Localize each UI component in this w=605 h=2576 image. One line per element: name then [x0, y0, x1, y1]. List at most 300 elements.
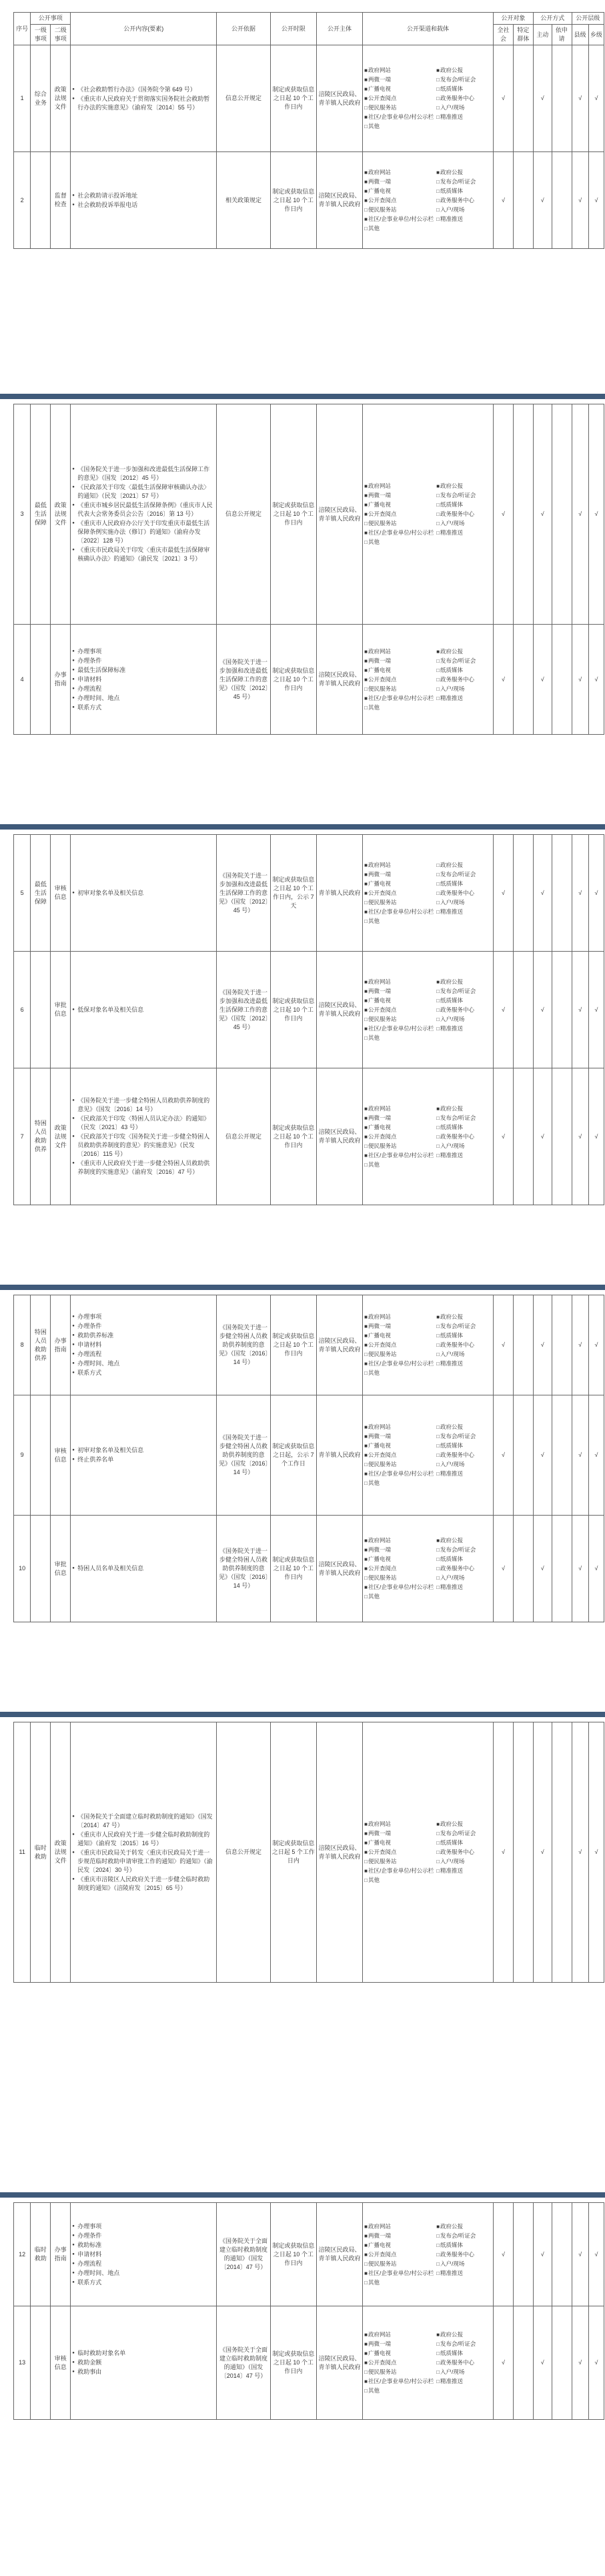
- channel-checked: ■ 公开查阅点: [364, 675, 434, 684]
- channel-checked: ■ 公开查阅点: [364, 1451, 434, 1460]
- content-list: [72, 647, 215, 712]
- channel-unchecked: □ 其他: [364, 224, 434, 233]
- channel-checklist: [364, 861, 492, 926]
- channel-checked: ■ 两微一端: [364, 870, 434, 879]
- channel-unchecked: □ 其他: [364, 1876, 434, 1885]
- channel-checked: ■ 社区/企事业单位/村公示栏: [364, 113, 434, 121]
- disclosure-basis: 相关政策规定: [217, 152, 271, 249]
- channel-unchecked: □ 其他: [364, 2386, 434, 2395]
- channel-unchecked: □ 政务服务中心: [436, 1848, 492, 1857]
- list-item: ● 临时救助对象名单: [72, 2349, 215, 2358]
- disclosure-channels: [363, 152, 494, 249]
- disclosure-channels: [363, 1295, 494, 1395]
- channel-checked: ■ 两微一端: [364, 1829, 434, 1838]
- channel-unchecked: □ 便民服务站: [364, 1350, 434, 1359]
- channel-checked: ■ 两微一端: [364, 987, 434, 996]
- channel-unchecked: □ 发布会/听证会: [436, 1546, 492, 1554]
- channel-checked: ■ 社区/企事业单位/村公示栏: [364, 1359, 434, 1368]
- level-county: √: [572, 952, 588, 1068]
- channel-checked: ■ 两微一端: [364, 657, 434, 665]
- channel-unchecked: □ 纸质媒体: [436, 996, 492, 1005]
- header-level: 公开层级: [572, 13, 604, 25]
- target-whole-society: √: [494, 1516, 514, 1622]
- disclosure-time: 制定或获取信息之日起 10 个工作日内: [270, 404, 316, 625]
- list-item: ● 救助事由: [72, 2368, 215, 2376]
- channel-unchecked: □ 精准推送: [436, 1583, 492, 1592]
- channel-unchecked: □ 政务服务中心: [436, 196, 492, 205]
- disclosure-basis: 信息公开规定: [217, 45, 271, 152]
- channel-checked: ■ 社区/企事业单位/村公示栏: [364, 694, 434, 703]
- header-active: 主动: [533, 25, 552, 45]
- row-number: 1: [14, 45, 31, 152]
- level-township: √: [588, 1295, 604, 1395]
- table-row: [14, 2203, 604, 2306]
- category-level1: 临时救助: [31, 2203, 51, 2306]
- channel-checked: ■ 两微一端: [364, 1546, 434, 1554]
- channel-checklist: [364, 978, 492, 1042]
- channel-unchecked: □ 精准推送: [436, 2269, 492, 2278]
- level-township: √: [588, 1722, 604, 1983]
- target-whole-society: √: [493, 45, 513, 152]
- channel-checklist: [364, 1536, 492, 1601]
- disclosure-basis: 《国务院关于进一步加强和改进最低生活保障工作的意见》（国发〔2012〕45 号）: [217, 835, 271, 952]
- channel-checked: ■ 政府网站: [364, 168, 434, 177]
- channel-unchecked: □ 发布会/听证会: [436, 870, 492, 879]
- list-item: ● 《国务院关于全面建立临时救助制度的通知》（国发〔2014〕47 号）: [72, 1813, 215, 1830]
- list-item: ● 《重庆市涪陵区人民政府关于进一步健全临时救助制度的通知》（涪陵府发〔2015〕65 号）: [72, 1875, 215, 1893]
- row-number: 7: [14, 1068, 31, 1205]
- disclosure-time: 制定或获取信息之日起，公示 7 个工作日: [270, 1395, 316, 1516]
- channel-unchecked: □ 政务服务中心: [436, 2250, 492, 2259]
- category-level1: 最低生活保障: [31, 835, 51, 952]
- channel-checked: ■ 公开查阅点: [364, 94, 434, 103]
- header-cat1: 一级事项: [31, 25, 51, 45]
- content-list: [72, 192, 215, 210]
- list-item: ● 办理事项: [72, 647, 215, 656]
- table-row: [14, 2306, 604, 2420]
- channel-unchecked: □ 纸质媒体: [436, 1839, 492, 1847]
- channel-unchecked: □ 纸质媒体: [436, 1331, 492, 1340]
- method-on-request: [552, 1395, 572, 1516]
- channel-checked: ■ 政府公报: [436, 1313, 492, 1321]
- header-on_request: 依申请: [552, 25, 572, 45]
- channel-unchecked: □ 便民服务站: [364, 898, 434, 907]
- category-level1: 最低生活保障: [31, 404, 51, 625]
- method-active: √: [533, 45, 552, 152]
- page-1: [13, 12, 604, 249]
- table-row: [14, 1295, 604, 1395]
- category-level2: 政策法规文件: [51, 1068, 71, 1205]
- channel-unchecked: □ 政府公报: [436, 1423, 492, 1431]
- channel-unchecked: □ 纸质媒体: [436, 880, 492, 888]
- disclosure-channels: [363, 1516, 494, 1622]
- channel-checked: ■ 广播电视: [364, 2349, 434, 2358]
- channel-unchecked: □ 政务服务中心: [436, 1006, 492, 1014]
- target-whole-society: √: [494, 1722, 514, 1983]
- channel-unchecked: □ 便民服务站: [364, 685, 434, 693]
- category-level2: 审核信息: [51, 2306, 71, 2420]
- channel-checked: ■ 政府网站: [364, 66, 434, 75]
- channel-unchecked: □ 发布会/听证会: [436, 2340, 492, 2348]
- header-channel: 公开渠道和载体: [363, 13, 494, 45]
- disclosure-subject: 涪陵区民政局、青羊镇人民政府: [316, 404, 362, 625]
- channel-checked: ■ 两微一端: [364, 75, 434, 84]
- channel-checked: ■ 政府公报: [436, 482, 492, 491]
- channel-unchecked: □ 便民服务站: [364, 206, 434, 214]
- category-level2: 审批信息: [51, 952, 71, 1068]
- category-level2: 办事指南: [51, 625, 71, 735]
- list-item: ● 办理条件: [72, 1322, 215, 1331]
- disclosure-content: [71, 1295, 217, 1395]
- target-specific-group: [513, 625, 533, 735]
- disclosure-table: [13, 2202, 604, 2420]
- header-whole_society: 全社会: [493, 25, 513, 45]
- method-active: √: [533, 1722, 552, 1983]
- method-on-request: [552, 835, 572, 952]
- level-township: √: [588, 1395, 604, 1516]
- target-whole-society: √: [494, 1395, 514, 1516]
- list-item: ● 《重庆市人民政府关于贯彻落实国务院社会救助暂行办法的实施意见》（渝府发〔2014〕55 号）: [72, 95, 215, 112]
- list-item: ● 初审对象名单及相关信息: [72, 889, 215, 898]
- method-active: √: [533, 1295, 552, 1395]
- channel-checked: ■ 两微一端: [364, 1322, 434, 1331]
- disclosure-content: [71, 1722, 217, 1983]
- row-number: 10: [14, 1516, 31, 1622]
- channel-unchecked: □ 便民服务站: [364, 1142, 434, 1151]
- list-item: ● 《重庆市人民政府关于进一步健全临时救助制度的通知》（渝府发〔2015〕16 号）: [72, 1831, 215, 1848]
- page-separator: [0, 2192, 605, 2198]
- channel-unchecked: □ 便民服务站: [364, 519, 434, 528]
- list-item: ● 办理事项: [72, 2222, 215, 2231]
- channel-unchecked: □ 其他: [364, 122, 434, 131]
- list-item: ● 低保对象名单及相关信息: [72, 1006, 215, 1014]
- disclosure-basis: 《国务院关于进一步健全特困人员救助供养制度的意见》（国发〔2016〕14 号）: [217, 1395, 271, 1516]
- method-on-request: [552, 45, 572, 152]
- channel-checked: ■ 两微一端: [364, 1432, 434, 1441]
- channel-unchecked: □ 入户/现场: [436, 2260, 492, 2268]
- header-seq: 序号: [14, 13, 31, 45]
- channel-unchecked: □ 纸质媒体: [436, 1555, 492, 1564]
- category-level1: [31, 625, 51, 735]
- level-county: √: [572, 2203, 588, 2306]
- target-specific-group: [513, 45, 533, 152]
- channel-checked: ■ 政府公报: [436, 1536, 492, 1545]
- disclosure-content: [71, 404, 217, 625]
- disclosure-content: [71, 2203, 217, 2306]
- channel-unchecked: □ 发布会/听证会: [436, 1114, 492, 1122]
- channel-checked: ■ 广播电视: [364, 2241, 434, 2250]
- channel-checked: ■ 广播电视: [364, 187, 434, 196]
- disclosure-time: 制定或获取信息之日起 10 个工作日内: [270, 2203, 316, 2306]
- disclosure-channels: [363, 1722, 494, 1983]
- channel-unchecked: □ 精准推送: [436, 1867, 492, 1875]
- list-item: ● 申请材料: [72, 2250, 215, 2259]
- list-item: ● 办理条件: [72, 657, 215, 665]
- list-item: ● 申请材料: [72, 1341, 215, 1349]
- disclosure-time: 制定或获取信息之日起 10 个工作日内: [270, 45, 316, 152]
- table-row: [14, 404, 604, 625]
- channel-unchecked: □ 入户/现场: [436, 1574, 492, 1582]
- content-list: [72, 1813, 215, 1893]
- channel-unchecked: □ 入户/现场: [436, 898, 492, 907]
- channel-checked: ■ 政府网站: [364, 2330, 434, 2339]
- channel-unchecked: □ 政务服务中心: [436, 2358, 492, 2367]
- channel-checked: ■ 政府公报: [436, 1104, 492, 1113]
- channel-unchecked: □ 入户/现场: [436, 1142, 492, 1151]
- disclosure-subject: 涪陵区民政局、青羊镇人民政府: [316, 1722, 362, 1983]
- level-township: √: [588, 2306, 604, 2420]
- list-item: ● 社会救助请示投诉地址: [72, 192, 215, 200]
- target-specific-group: [513, 1395, 533, 1516]
- channel-unchecked: □ 便民服务站: [364, 2260, 434, 2268]
- disclosure-time: 制定或获取信息之日起 10 个工作日内: [270, 1068, 316, 1205]
- table-row: [14, 1516, 604, 1622]
- disclosure-time: 制定或获取信息之日起 10 个工作日内: [270, 2306, 316, 2420]
- channel-checked: ■ 政府公报: [436, 66, 492, 75]
- category-level1: [31, 952, 51, 1068]
- channel-checked: ■ 社区/企事业单位/村公示栏: [364, 1470, 434, 1478]
- disclosure-time: 制定或获取信息之日起 10 个工作日内，公示 7 天: [270, 835, 316, 952]
- list-item: ● 《重庆市人民政府关于进一步健全特困人员救助供养制度的实施意见》（渝府发〔2016〕47 号）: [72, 1159, 215, 1177]
- target-specific-group: [513, 1516, 533, 1622]
- channel-unchecked: □ 精准推送: [436, 1470, 492, 1478]
- list-item: ● 联系方式: [72, 2278, 215, 2287]
- level-township: √: [588, 1516, 604, 1622]
- target-whole-society: √: [494, 2203, 514, 2306]
- channel-unchecked: □ 其他: [364, 1369, 434, 1377]
- disclosure-subject: 涪陵区民政局、青羊镇人民政府: [316, 2306, 362, 2420]
- channel-unchecked: □ 便民服务站: [364, 1015, 434, 1024]
- method-on-request: [552, 2203, 572, 2306]
- list-item: ● 办理时间、地点: [72, 1359, 215, 1368]
- method-on-request: [552, 625, 572, 735]
- channel-unchecked: □ 入户/现场: [436, 685, 492, 693]
- level-township: √: [588, 2203, 604, 2306]
- list-item: ● 《重庆市民政局关于转发〈重庆市民政局关于进一步规范临时救助申请审批工作的通知〉的通知》（渝民发〔2024〕30 号）: [72, 1849, 215, 1875]
- method-active: √: [533, 1068, 552, 1205]
- disclosure-basis: 《国务院关于进一步健全特困人员救助供养制度的意见》（国发〔2016〕14 号）: [217, 1516, 271, 1622]
- channel-checked: ■ 社区/企事业单位/村公示栏: [364, 908, 434, 916]
- category-level2: 政策法规文件: [51, 404, 71, 625]
- disclosure-content: [71, 1068, 217, 1205]
- method-active: √: [533, 2306, 552, 2420]
- channel-unchecked: □ 精准推送: [436, 694, 492, 703]
- channel-checked: ■ 社区/企事业单位/村公示栏: [364, 215, 434, 224]
- category-level2: 政策法规文件: [51, 45, 71, 152]
- list-item: ● 联系方式: [72, 703, 215, 712]
- level-township: √: [588, 952, 604, 1068]
- channel-unchecked: □ 政府公报: [436, 861, 492, 870]
- channel-checked: ■ 社区/企事业单位/村公示栏: [364, 2377, 434, 2386]
- list-item: ● 社会救助投诉举报电话: [72, 201, 215, 210]
- channel-checked: ■ 社区/企事业单位/村公示栏: [364, 1024, 434, 1033]
- disclosure-subject: 涪陵区民政局、青羊镇人民政府: [316, 952, 362, 1068]
- channel-checked: ■ 两微一端: [364, 178, 434, 186]
- category-level1: 特困人员救助供养: [31, 1295, 51, 1395]
- list-item: ● 《民政部关于印发〈国务院关于进一步健全特困人员救助供养制度的意见〉的实施意见》（民发〔2016〕115 号）: [72, 1133, 215, 1159]
- page-2: [13, 404, 604, 735]
- channel-unchecked: □ 便民服务站: [364, 103, 434, 112]
- table-row: [14, 625, 604, 735]
- channel-checked: ■ 公开查阅点: [364, 196, 434, 205]
- channel-checked: ■ 政府公报: [436, 2222, 492, 2231]
- method-on-request: [552, 952, 572, 1068]
- channel-unchecked: □ 纸质媒体: [436, 501, 492, 509]
- level-township: √: [588, 404, 604, 625]
- page-6: [13, 2202, 604, 2420]
- header-time: 公开时限: [270, 13, 316, 45]
- disclosure-subject: 青羊镇人民政府: [316, 1395, 362, 1516]
- channel-checked: ■ 政府网站: [364, 861, 434, 870]
- row-number: 11: [14, 1722, 31, 1983]
- channel-unchecked: □ 纸质媒体: [436, 85, 492, 93]
- channel-checked: ■ 政府网站: [364, 978, 434, 986]
- disclosure-time: 制定或获取信息之日起 10 个工作日内: [270, 1516, 316, 1622]
- channel-unchecked: □ 其他: [364, 1161, 434, 1169]
- list-item: ● 终止供养名单: [72, 1456, 215, 1464]
- channel-checked: ■ 政府网站: [364, 1313, 434, 1321]
- channel-checked: ■ 社区/企事业单位/村公示栏: [364, 1151, 434, 1160]
- header-basis: 公开依据: [217, 13, 271, 45]
- disclosure-table: [13, 404, 604, 735]
- channel-checked: ■ 公开查阅点: [364, 510, 434, 519]
- disclosure-subject: 涪陵区民政局、青羊镇人民政府: [316, 45, 362, 152]
- channel-unchecked: □ 便民服务站: [364, 1857, 434, 1866]
- channel-checked: ■ 政府网站: [364, 1820, 434, 1829]
- table-row: [14, 835, 604, 952]
- level-county: √: [572, 1295, 588, 1395]
- channel-unchecked: □ 发布会/听证会: [436, 1322, 492, 1331]
- channel-unchecked: □ 精准推送: [436, 529, 492, 537]
- method-on-request: [552, 1068, 572, 1205]
- disclosure-content: [71, 2306, 217, 2420]
- content-list: [72, 1006, 215, 1014]
- channel-checked: ■ 两微一端: [364, 1114, 434, 1122]
- list-item: ● 办理流程: [72, 685, 215, 693]
- channel-unchecked: □ 其他: [364, 1592, 434, 1601]
- method-active: √: [533, 1516, 552, 1622]
- channel-unchecked: □ 政务服务中心: [436, 1133, 492, 1141]
- list-item: ● 办理条件: [72, 2232, 215, 2240]
- channel-unchecked: □ 其他: [364, 1479, 434, 1488]
- channel-checked: ■ 政府网站: [364, 482, 434, 491]
- channel-checklist: [364, 66, 492, 131]
- channel-unchecked: □ 入户/现场: [436, 1350, 492, 1359]
- table-row: [14, 952, 604, 1068]
- channel-checked: ■ 政府公报: [436, 1820, 492, 1829]
- list-item: ● 《国务院关于进一步健全特困人员救助供养制度的意见》（国发〔2016〕14 号）: [72, 1096, 215, 1114]
- level-county: √: [572, 45, 588, 152]
- channel-unchecked: □ 入户/现场: [436, 1460, 492, 1469]
- channel-unchecked: □ 便民服务站: [364, 1574, 434, 1582]
- category-level1: 综合业务: [31, 45, 51, 152]
- target-specific-group: [513, 2203, 533, 2306]
- channel-checked: ■ 公开查阅点: [364, 1341, 434, 1349]
- list-item: ● 联系方式: [72, 1369, 215, 1377]
- disclosure-table: [13, 1722, 604, 1983]
- disclosure-basis: 信息公开规定: [217, 1722, 271, 1983]
- list-item: ● 初审对象名单及相关信息: [72, 1446, 215, 1455]
- disclosure-content: [71, 45, 217, 152]
- content-list: [72, 1446, 215, 1464]
- list-item: ● 最低生活保障标准: [72, 666, 215, 675]
- row-number: 13: [14, 2306, 31, 2420]
- method-active: √: [533, 1395, 552, 1516]
- channel-checked: ■ 广播电视: [364, 1331, 434, 1340]
- target-whole-society: √: [494, 625, 514, 735]
- disclosure-basis: 《国务院关于进一步加强和改进最低生活保障工作的意见》（国发〔2012〕45 号）: [217, 952, 271, 1068]
- category-level2: 审核信息: [51, 1395, 71, 1516]
- content-list: [72, 1313, 215, 1377]
- disclosure-time: 制定或获取信息之日起 10 个工作日内: [270, 625, 316, 735]
- channel-checked: ■ 广播电视: [364, 1123, 434, 1132]
- disclosure-channels: [363, 835, 494, 952]
- page-5: [13, 1722, 604, 1983]
- list-item: ● 特困人员名单及相关信息: [72, 1564, 215, 1573]
- channel-unchecked: □ 政务服务中心: [436, 1341, 492, 1349]
- channel-checked: ■ 公开查阅点: [364, 2250, 434, 2259]
- channel-unchecked: □ 纸质媒体: [436, 666, 492, 675]
- target-whole-society: √: [494, 404, 514, 625]
- method-on-request: [552, 152, 572, 249]
- header-specific_group: 特定群体: [513, 25, 533, 45]
- list-item: ● 救助标准: [72, 2241, 215, 2250]
- method-on-request: [552, 2306, 572, 2420]
- channel-unchecked: □ 政务服务中心: [436, 1451, 492, 1460]
- list-item: ● 《重庆市人民政府办公厅关于印发重庆市最低生活保障条例实施办法（修订）的通知》（渝府办发〔2022〕128 号）: [72, 519, 215, 545]
- category-level1: [31, 1516, 51, 1622]
- disclosure-content: [71, 835, 217, 952]
- target-whole-society: √: [494, 2306, 514, 2420]
- header-township: 乡级: [588, 25, 604, 45]
- method-on-request: [552, 404, 572, 625]
- channel-checked: ■ 公开查阅点: [364, 1006, 434, 1014]
- disclosure-time: 制定或获取信息之日起 10 个工作日内: [270, 952, 316, 1068]
- level-county: √: [572, 2306, 588, 2420]
- level-county: √: [572, 404, 588, 625]
- disclosure-channels: [363, 45, 494, 152]
- channel-unchecked: □ 纸质媒体: [436, 1123, 492, 1132]
- channel-checklist: [364, 1423, 492, 1488]
- channel-unchecked: □ 便民服务站: [364, 2368, 434, 2376]
- channel-checked: ■ 广播电视: [364, 85, 434, 93]
- disclosure-content: [71, 1516, 217, 1622]
- channel-checklist: [364, 1313, 492, 1377]
- channel-checked: ■ 两微一端: [364, 491, 434, 500]
- method-on-request: [552, 1722, 572, 1983]
- channel-checked: ■ 政府网站: [364, 1104, 434, 1113]
- list-item: ● 《民政部关于印发〈最低生活保障审核确认办法〉的通知》（民发〔2021〕57 号）: [72, 483, 215, 501]
- target-whole-society: √: [493, 152, 513, 249]
- method-active: √: [533, 2203, 552, 2306]
- disclosure-channels: [363, 1395, 494, 1516]
- channel-unchecked: □ 政务服务中心: [436, 1564, 492, 1573]
- list-item: ● 《社会救助暂行办法》（国务院令第 649 号）: [72, 85, 215, 94]
- channel-unchecked: □ 入户/现场: [436, 1857, 492, 1866]
- row-number: 4: [14, 625, 31, 735]
- level-township: √: [588, 835, 604, 952]
- target-whole-society: √: [494, 952, 514, 1068]
- channel-checked: ■ 公开查阅点: [364, 2358, 434, 2367]
- channel-unchecked: □ 精准推送: [436, 1024, 492, 1033]
- channel-checklist: [364, 2222, 492, 2287]
- disclosure-channels: [363, 1068, 494, 1205]
- content-list: [72, 1564, 215, 1573]
- list-item: ● 《重庆市城乡居民最低生活保障条例》（重庆市人民代表大会常务委员会公告〔2016〕第 13 号）: [72, 501, 215, 519]
- table-row: [14, 1722, 604, 1983]
- method-active: √: [533, 152, 552, 249]
- channel-checked: ■ 政府公报: [436, 2330, 492, 2339]
